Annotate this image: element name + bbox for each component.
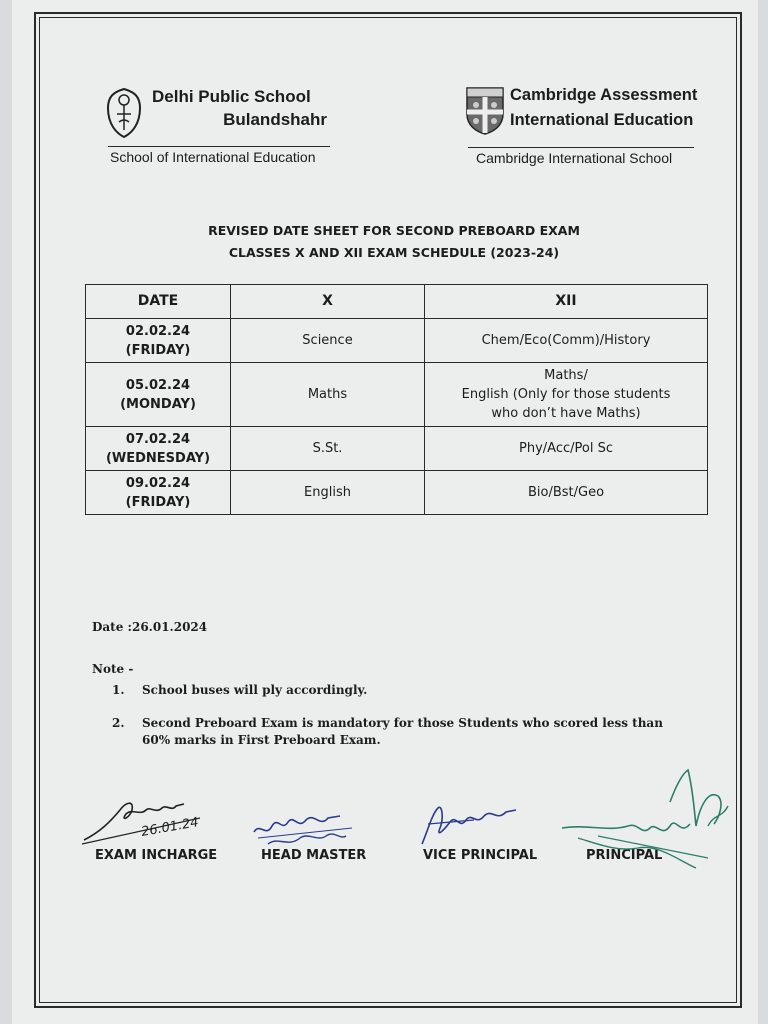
cambridge-shield-icon	[465, 86, 505, 136]
list-item	[112, 715, 692, 749]
dps-school-name	[152, 85, 327, 131]
table-header-row	[86, 285, 708, 319]
issue-date: Date :26.01.2024	[92, 620, 208, 634]
xii-line: Bio/Bst/Geo	[527, 485, 605, 500]
cambridge-divider	[468, 147, 694, 148]
class-x-subject: S.St.	[231, 427, 425, 471]
exam-incharge-handwritten-date: 26.01.24	[140, 815, 200, 840]
dps-name-line2: Bulandshahr	[223, 110, 327, 129]
dps-subtitle: School of International Education	[110, 149, 316, 165]
exam-day: (WEDNESDAY)	[105, 450, 211, 466]
cambridge-name-line2: International Education	[510, 111, 694, 129]
document-subtitle: CLASSES X AND XII EXAM SCHEDULE (2023-24)	[228, 245, 560, 260]
date-cell	[86, 363, 231, 427]
exam-incharge-signature	[80, 792, 210, 852]
exam-date: 05.02.24	[125, 377, 191, 393]
class-xii-subject	[425, 471, 708, 515]
exam-incharge-label: EXAM INCHARGE	[95, 848, 218, 863]
document-title: REVISED DATE SHEET FOR SECOND PREBOARD EXAM	[208, 223, 580, 238]
class-xii-subject	[425, 363, 708, 427]
date-cell	[86, 427, 231, 471]
note-number: 1.	[112, 683, 125, 697]
xii-line: who don’t have Maths)	[491, 406, 641, 421]
table-row	[86, 427, 708, 471]
date-cell	[86, 471, 231, 515]
class-xii-subject	[425, 427, 708, 471]
dps-crest-icon	[104, 86, 144, 140]
header-class-x: X	[231, 285, 425, 319]
class-x-subject: Maths	[231, 363, 425, 427]
xii-line: Phy/Acc/Pol Sc	[519, 441, 613, 456]
principal-label: PRINCIPAL	[586, 848, 663, 863]
note-heading: Note -	[92, 662, 134, 676]
principal-signature	[558, 766, 738, 878]
dps-divider	[108, 146, 330, 147]
header-date: DATE	[86, 285, 231, 319]
head-master-label: HEAD MASTER	[261, 848, 367, 863]
table-row	[86, 319, 708, 363]
vice-principal-label: VICE PRINCIPAL	[423, 848, 538, 863]
note-text: Second Preboard Exam is mandatory for those Students who scored less than 60% marks in First Preboard Exam.	[142, 716, 663, 747]
class-x-subject: Science	[231, 319, 425, 363]
exam-date: 09.02.24	[125, 475, 191, 491]
class-x-subject: English	[231, 471, 425, 515]
exam-schedule-table	[85, 284, 708, 515]
vice-principal-signature	[414, 800, 524, 852]
cambridge-name-line1: Cambridge Assessment	[510, 86, 698, 104]
exam-day: (FRIDAY)	[125, 494, 191, 510]
table-row	[86, 471, 708, 515]
notes-list	[112, 682, 692, 765]
cambridge-subtitle: Cambridge International School	[476, 150, 673, 166]
cambridge-name	[510, 83, 697, 133]
date-cell	[86, 319, 231, 363]
note-text: School buses will ply accordingly.	[142, 683, 368, 697]
table-row	[86, 363, 708, 427]
xii-line: English (Only for those students	[461, 387, 671, 402]
header-class-xii: XII	[425, 285, 708, 319]
dps-name-line1: Delhi Public School	[152, 87, 311, 106]
exam-date: 02.02.24	[125, 323, 191, 339]
xii-line: Maths/	[544, 368, 588, 383]
class-xii-subject	[425, 319, 708, 363]
xii-line: Chem/Eco(Comm)/History	[481, 333, 651, 348]
list-item	[112, 682, 692, 699]
note-number: 2.	[112, 716, 125, 730]
exam-day: (MONDAY)	[120, 396, 196, 412]
exam-day: (FRIDAY)	[125, 342, 191, 358]
exam-date: 07.02.24	[125, 431, 191, 447]
